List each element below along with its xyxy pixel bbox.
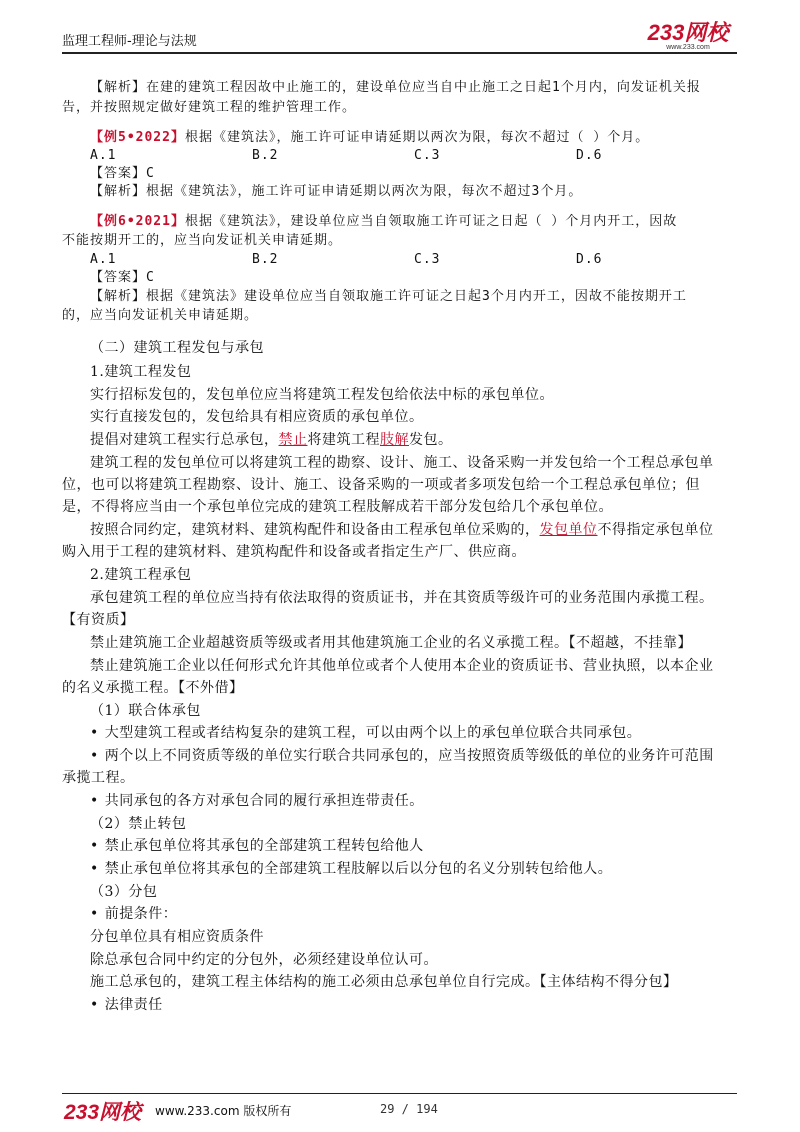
paragraph: 承包建筑工程的单位应当持有依法取得的资质证书，并在其资质等级许可的业务范围内承揽工程。 <box>90 590 714 606</box>
example-5-answer: 【答案】C <box>90 166 155 181</box>
header-divider <box>62 52 737 54</box>
intro-line-2: 告，并按照规定做好建筑工程的维护管理工作。 <box>62 100 357 115</box>
paragraph: 除总承包合同中约定的分包外，必须经建设单位认可。 <box>90 952 438 968</box>
intro-line-1: 【解析】在建的建筑工程因故中止施工的，建设单位应当自中止施工之日起1个月内，向发证机关报 <box>90 80 701 95</box>
text: 发包。 <box>409 432 453 448</box>
sub-heading: （3）分包 <box>90 884 158 900</box>
text: 两个以上不同资质等级的单位实行联合共同承包的，应当按照资质等级低的单位的业务许可范围 <box>104 748 714 764</box>
paragraph: 实行招标发包的，发包单位应当将建筑工程发包给依法中标的承包单位。 <box>90 387 554 403</box>
example-5-text: 根据《建筑法》，施工许可证申请延期以两次为限，每次不超过（ ）个月。 <box>184 130 650 145</box>
option-d: D.6 <box>576 148 603 163</box>
example-5-tag: 【例5•2022】 <box>90 130 185 145</box>
text: 前提条件： <box>104 906 178 922</box>
header-title: 监理工程师-理论与法规 <box>62 34 197 49</box>
paragraph: 是，不得将应当由一个承包单位完成的建筑工程肢解成若干部分发包给几个承包单位。 <box>62 499 613 515</box>
option-c: C.3 <box>414 148 441 163</box>
sub-heading: （2）禁止转包 <box>90 816 187 832</box>
text: 按照合同约定，建筑材料、建筑构配件和设备由工程承包单位采购的， <box>90 522 540 538</box>
list-item <box>90 723 641 743</box>
text: 禁止承包单位将其承包的全部建筑工程肢解以后以分包的名义分别转包给他人。 <box>104 861 613 877</box>
paragraph: 位，也可以将建筑工程勘察、设计、施工、设备采购的一项或者多项发包给一个工程总承包单位；但 <box>62 477 700 493</box>
footer-logo[interactable]: 233网校 <box>64 1101 142 1124</box>
example-6-tag: 【例6•2021】 <box>90 214 185 229</box>
text: 法律责任 <box>104 997 163 1013</box>
example-6-analysis-1: 【解析】根据《建筑法》建设单位应当自领取施工许可证之日起3个月内开工，因故不能按期开工 <box>90 289 687 304</box>
option-b: B.2 <box>252 148 279 163</box>
paragraph: 禁止建筑施工企业超越资质等级或者用其他建筑施工企业的名义承揽工程。【不超越，不挂靠】 <box>90 635 692 651</box>
logo-text: 233网校 <box>647 20 729 45</box>
bullet-icon: • <box>90 838 99 854</box>
example-6-analysis-2: 的，应当向发证机关申请延期。 <box>62 308 259 323</box>
option-a: A.1 <box>90 252 117 267</box>
bullet-icon: • <box>90 997 99 1013</box>
highlight-dismember: 肢解 <box>380 432 409 448</box>
example-6-answer: 【答案】C <box>90 270 155 285</box>
option-a: A.1 <box>90 148 117 163</box>
subsection-1-title: 1.建筑工程发包 <box>90 364 192 380</box>
bullet-icon: • <box>90 861 99 877</box>
list-item <box>90 746 714 766</box>
paragraph: 实行直接发包的，发包给具有相应资质的承包单位。 <box>90 409 424 425</box>
example-5-question <box>90 128 649 148</box>
text: 提倡对建筑工程实行总承包， <box>90 432 279 448</box>
logo-url: www.233.com <box>666 44 710 51</box>
section-title: （二）建筑工程发包与承包 <box>90 340 264 356</box>
text: 将建筑工程 <box>307 432 380 448</box>
example-6-question-2: 不能按期开工的，应当向发证机关申请延期。 <box>62 233 343 248</box>
list-item <box>90 995 163 1015</box>
paragraph: 施工总承包的，建筑工程主体结构的施工必须由总承包单位自行完成。【主体结构不得分包】 <box>90 974 678 990</box>
paragraph: 的名义承揽工程。【不外借】 <box>62 680 244 696</box>
footer-copyright: www.233.com 版权所有 <box>155 1104 292 1118</box>
list-item <box>90 836 424 856</box>
paragraph: 禁止建筑施工企业以任何形式允许其他单位或者个人使用本企业的资质证书、营业执照，以本企业 <box>90 658 714 674</box>
footer-divider <box>62 1093 737 1094</box>
text: 不得指定承包单位 <box>597 522 714 538</box>
paragraph: 分包单位具有相应资质条件 <box>90 929 264 945</box>
paragraph: 【有资质】 <box>62 612 135 628</box>
option-b: B.2 <box>252 252 279 267</box>
highlight-contractor: 发包单位 <box>539 522 598 538</box>
highlight-forbid: 禁止 <box>278 432 308 448</box>
subsection-2-title: 2.建筑工程承包 <box>90 567 192 583</box>
option-d: D.6 <box>576 252 603 267</box>
brand-logo[interactable] <box>640 22 736 52</box>
bullet-icon: • <box>90 725 99 741</box>
paragraph: 购入用于工程的建筑材料、建筑构配件和设备或者指定生产厂、供应商。 <box>62 544 526 560</box>
example-6-question <box>90 212 677 232</box>
text: 共同承包的各方对承包合同的履行承担连带责任。 <box>104 793 424 809</box>
text: 禁止承包单位将其承包的全部建筑工程转包给他人 <box>104 838 424 854</box>
example-5-analysis: 【解析】根据《建筑法》，施工许可证申请延期以两次为限，每次不超过3个月。 <box>90 184 583 199</box>
text: 大型建筑工程或者结构复杂的建筑工程，可以由两个以上的承包单位联合共同承包。 <box>104 725 642 741</box>
paragraph <box>90 520 714 540</box>
paragraph: 建筑工程的发包单位可以将建筑工程的勘察、设计、施工、设备采购一并发包给一个工程总承包单 <box>90 455 714 471</box>
list-item <box>90 904 177 924</box>
bullet-icon: • <box>90 906 99 922</box>
sub-heading: （1）联合体承包 <box>90 703 201 719</box>
example-6-text: 根据《建筑法》，建设单位应当自领取施工许可证之日起（ ）个月内开工，因故 <box>184 214 678 229</box>
paragraph: 承揽工程。 <box>62 770 135 786</box>
bullet-icon: • <box>90 748 99 764</box>
option-c: C.3 <box>414 252 441 267</box>
bullet-icon: • <box>90 793 99 809</box>
page-number: 29 / 194 <box>380 1102 438 1116</box>
list-item <box>90 791 424 811</box>
list-item <box>90 859 612 879</box>
paragraph <box>90 430 453 450</box>
